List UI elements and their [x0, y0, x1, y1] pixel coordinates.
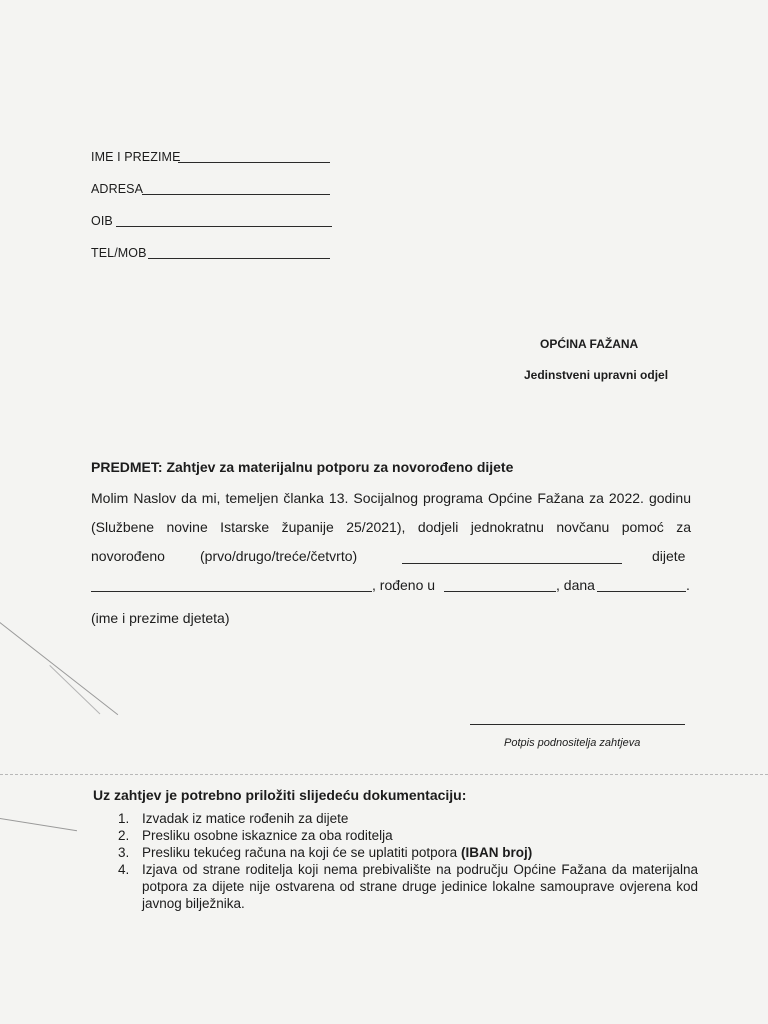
date-label: , dana [556, 577, 595, 593]
list-item-number: 3. [118, 845, 130, 860]
recipient-department: Jedinstveni upravni odjel [524, 368, 669, 382]
birthplace-line[interactable] [444, 591, 556, 592]
list-item [98, 844, 698, 861]
request-line-2: (Službene novine Istarske županije 25/2021), dodjeli jednokratnu novčanu pomoć za [91, 519, 691, 535]
oib-field-label: OIB [91, 214, 113, 228]
subject-label: PREDMET: [91, 459, 163, 475]
signature-label: Potpis podnositelja zahtjeva [504, 737, 641, 749]
list-item [98, 861, 698, 912]
scan-artifact-line [49, 665, 100, 714]
child-name-caption: (ime i prezime djeteta) [91, 610, 230, 626]
list-item-number: 4. [118, 862, 130, 877]
iban-note: (IBAN broj) [460, 845, 533, 860]
scan-artifact-line [0, 818, 77, 831]
list-item-text: Izvadak iz matice rođenih za dijete [142, 811, 349, 826]
request-line-1: Molim Naslov da mi, temeljen članka 13. Socijalnog programa Općine Fažana za 2022. godinu [91, 490, 691, 506]
signature-line[interactable] [470, 724, 685, 725]
phone-field-label: TEL/MOB [91, 246, 147, 260]
scan-artifact-line [0, 622, 118, 715]
request-line-3-end: dijete [652, 548, 686, 564]
name-field-line[interactable] [178, 162, 330, 163]
list-item-number: 1. [118, 811, 130, 826]
scan-fold-line [0, 774, 768, 775]
address-field-line[interactable] [142, 194, 330, 195]
subject-line [91, 459, 513, 475]
birth-order-options: (prvo/drugo/treće/četvrto) [200, 548, 358, 564]
birth-order-line[interactable] [402, 563, 622, 564]
child-name-line[interactable] [91, 591, 372, 592]
recipient-office: OPĆINA FAŽANA [540, 337, 639, 351]
address-field-label: ADRESA [91, 182, 144, 196]
name-field-label: IME I PREZIME [91, 150, 181, 164]
list-item-text-wrap [142, 844, 698, 861]
subject-text: Zahtjev za materijalnu potporu za novorođeno dijete [166, 459, 514, 475]
list-item [98, 827, 698, 844]
request-line-3-start: novorođeno [91, 548, 165, 564]
list-item-text: Presliku osobne iskaznice za oba roditelja [142, 828, 393, 843]
list-item-text: Presliku tekućeg računa na koji će se uplatiti potpora [142, 845, 458, 860]
birth-date-line[interactable] [597, 591, 686, 592]
documentation-list [98, 810, 698, 912]
born-in-label: , rođeno u [372, 577, 436, 593]
documentation-heading: Uz zahtjev je potrebno priložiti slijedeću dokumentaciju: [93, 787, 467, 803]
oib-field-line[interactable] [116, 226, 332, 227]
phone-field-line[interactable] [148, 258, 330, 259]
list-item [98, 810, 698, 827]
list-item-text: Izjava od strane roditelja koji nema prebivalište na području Općine Fažana da materijalna potpora za dijete nije ostvarena od strane druge jedinice lokalne samouprave ovjerena kod javnog bilježnika. [142, 862, 698, 911]
sentence-end: . [686, 577, 690, 593]
list-item-number: 2. [118, 828, 130, 843]
